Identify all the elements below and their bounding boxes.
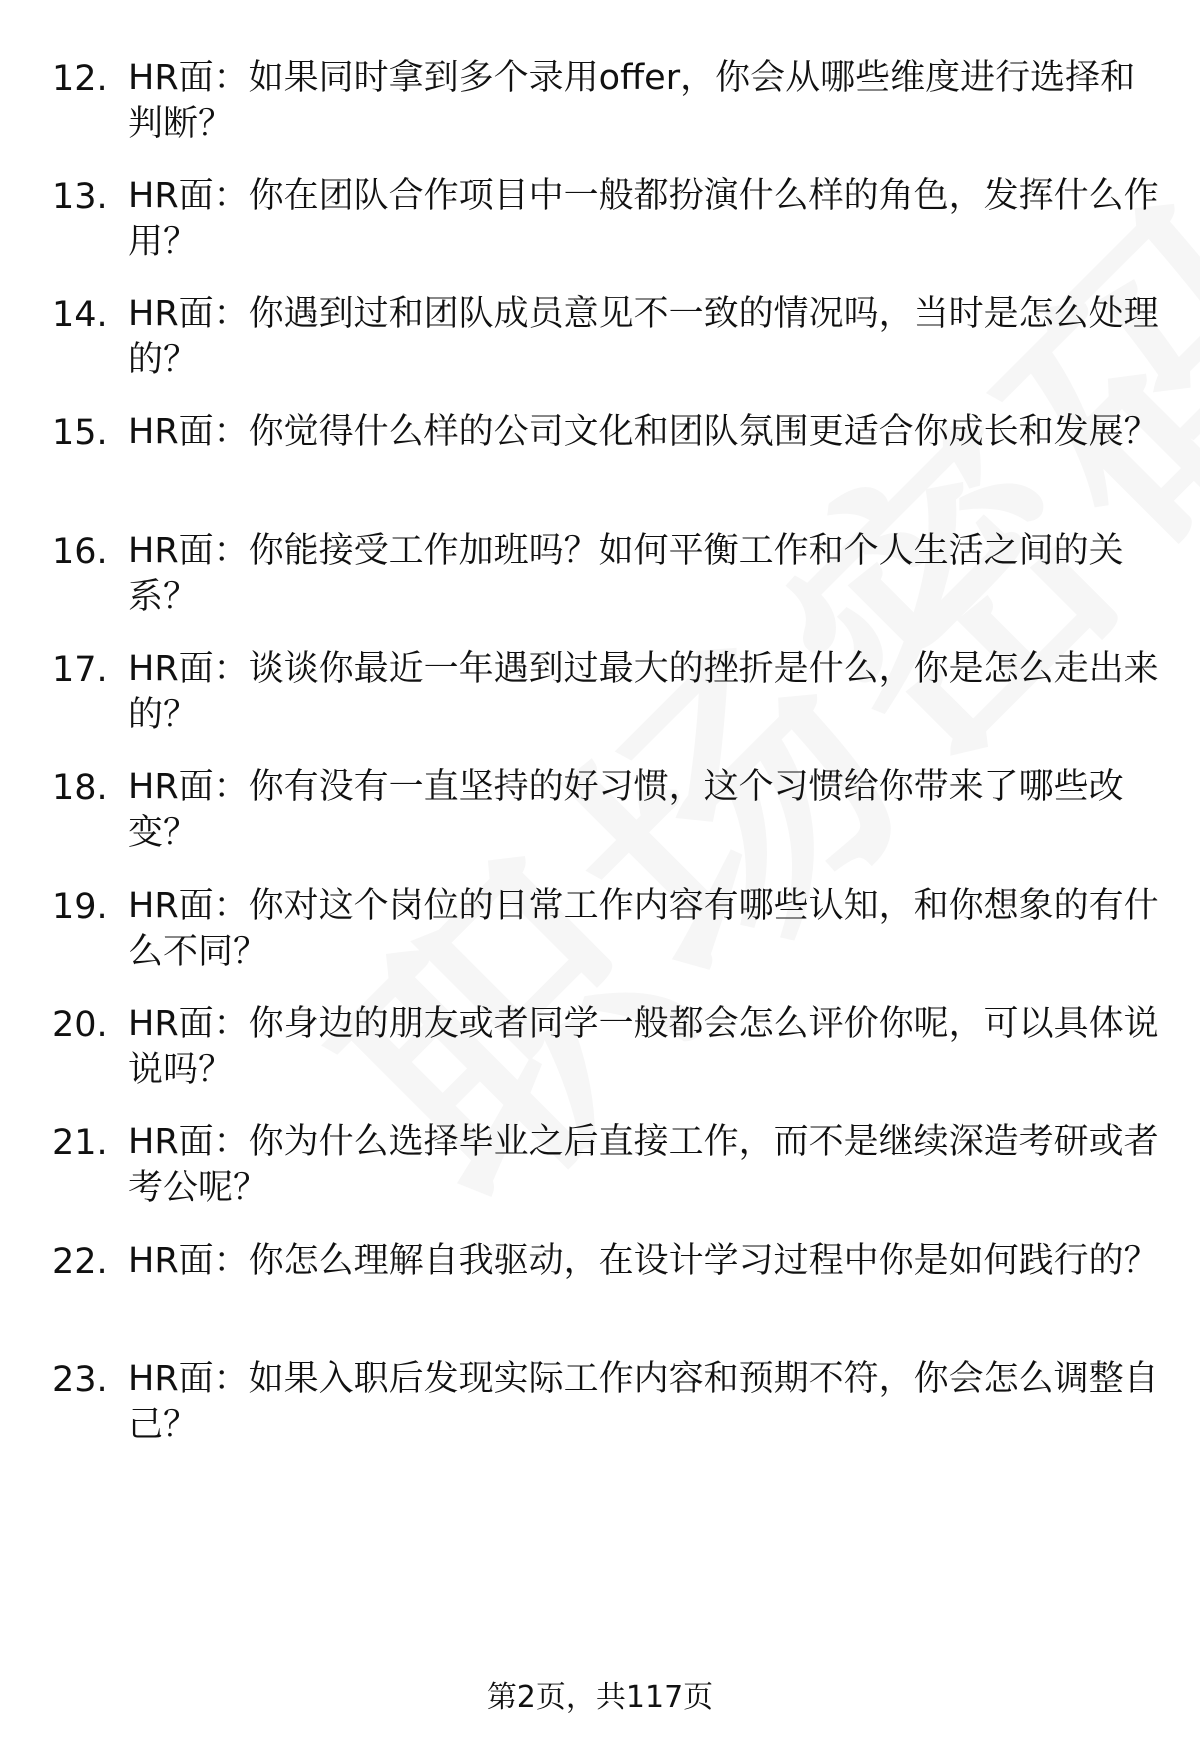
list-item	[0, 55, 1200, 155]
list-item	[0, 173, 1200, 273]
list-item	[0, 291, 1200, 391]
item-number: 23.	[52, 1360, 108, 1400]
list-item	[0, 1238, 1200, 1338]
list-item	[0, 646, 1200, 746]
item-number: 12.	[52, 59, 108, 99]
item-number: 21.	[52, 1123, 108, 1163]
item-number: 16.	[52, 532, 108, 572]
item-text: HR面：你能接受工作加班吗？如何平衡工作和个人生活之间的关系？	[128, 531, 1124, 617]
item-number: 14.	[52, 295, 108, 335]
item-text: HR面：如果入职后发现实际工作内容和预期不符，你会怎么调整自己？	[128, 1359, 1159, 1445]
item-text: HR面：你对这个岗位的日常工作内容有哪些认知，和你想象的有什么不同？	[128, 886, 1159, 972]
item-text: HR面：如果同时拿到多个录用offer，你会从哪些维度进行选择和判断？	[128, 58, 1136, 144]
item-text: HR面：你觉得什么样的公司文化和团队氛围更适合你成长和发展？	[128, 412, 1159, 452]
list-item	[0, 764, 1200, 864]
list-item	[0, 883, 1200, 983]
item-text: HR面：你在团队合作项目中一般都扮演什么样的角色，发挥什么作用？	[128, 176, 1159, 262]
item-number: 19.	[52, 887, 108, 927]
item-number: 15.	[52, 413, 108, 453]
list-item	[0, 1001, 1200, 1101]
item-text: HR面：你遇到过和团队成员意见不一致的情况吗，当时是怎么处理的？	[128, 294, 1159, 380]
list-item	[0, 1119, 1200, 1219]
page-number-footer: 第2页，共117页	[486, 1680, 714, 1715]
item-number: 20.	[52, 1005, 108, 1045]
item-text: HR面：你有没有一直坚持的好习惯，这个习惯给你带来了哪些改变？	[128, 767, 1124, 853]
item-number: 17.	[52, 650, 108, 690]
item-text: HR面：你为什么选择毕业之后直接工作，而不是继续深造考研或者考公呢？	[128, 1122, 1159, 1208]
item-text: HR面：谈谈你最近一年遇到过最大的挫折是什么，你是怎么走出来的？	[128, 649, 1159, 735]
item-number: 13.	[52, 177, 108, 217]
list-item	[0, 409, 1200, 509]
item-text: HR面：你怎么理解自我驱动，在设计学习过程中你是如何践行的？	[128, 1241, 1159, 1281]
item-number: 18.	[52, 768, 108, 808]
list-item	[0, 528, 1200, 628]
list-item	[0, 1356, 1200, 1456]
item-number: 22.	[52, 1242, 108, 1282]
item-text: HR面：你身边的朋友或者同学一般都会怎么评价你呢，可以具体说说吗？	[128, 1004, 1159, 1090]
